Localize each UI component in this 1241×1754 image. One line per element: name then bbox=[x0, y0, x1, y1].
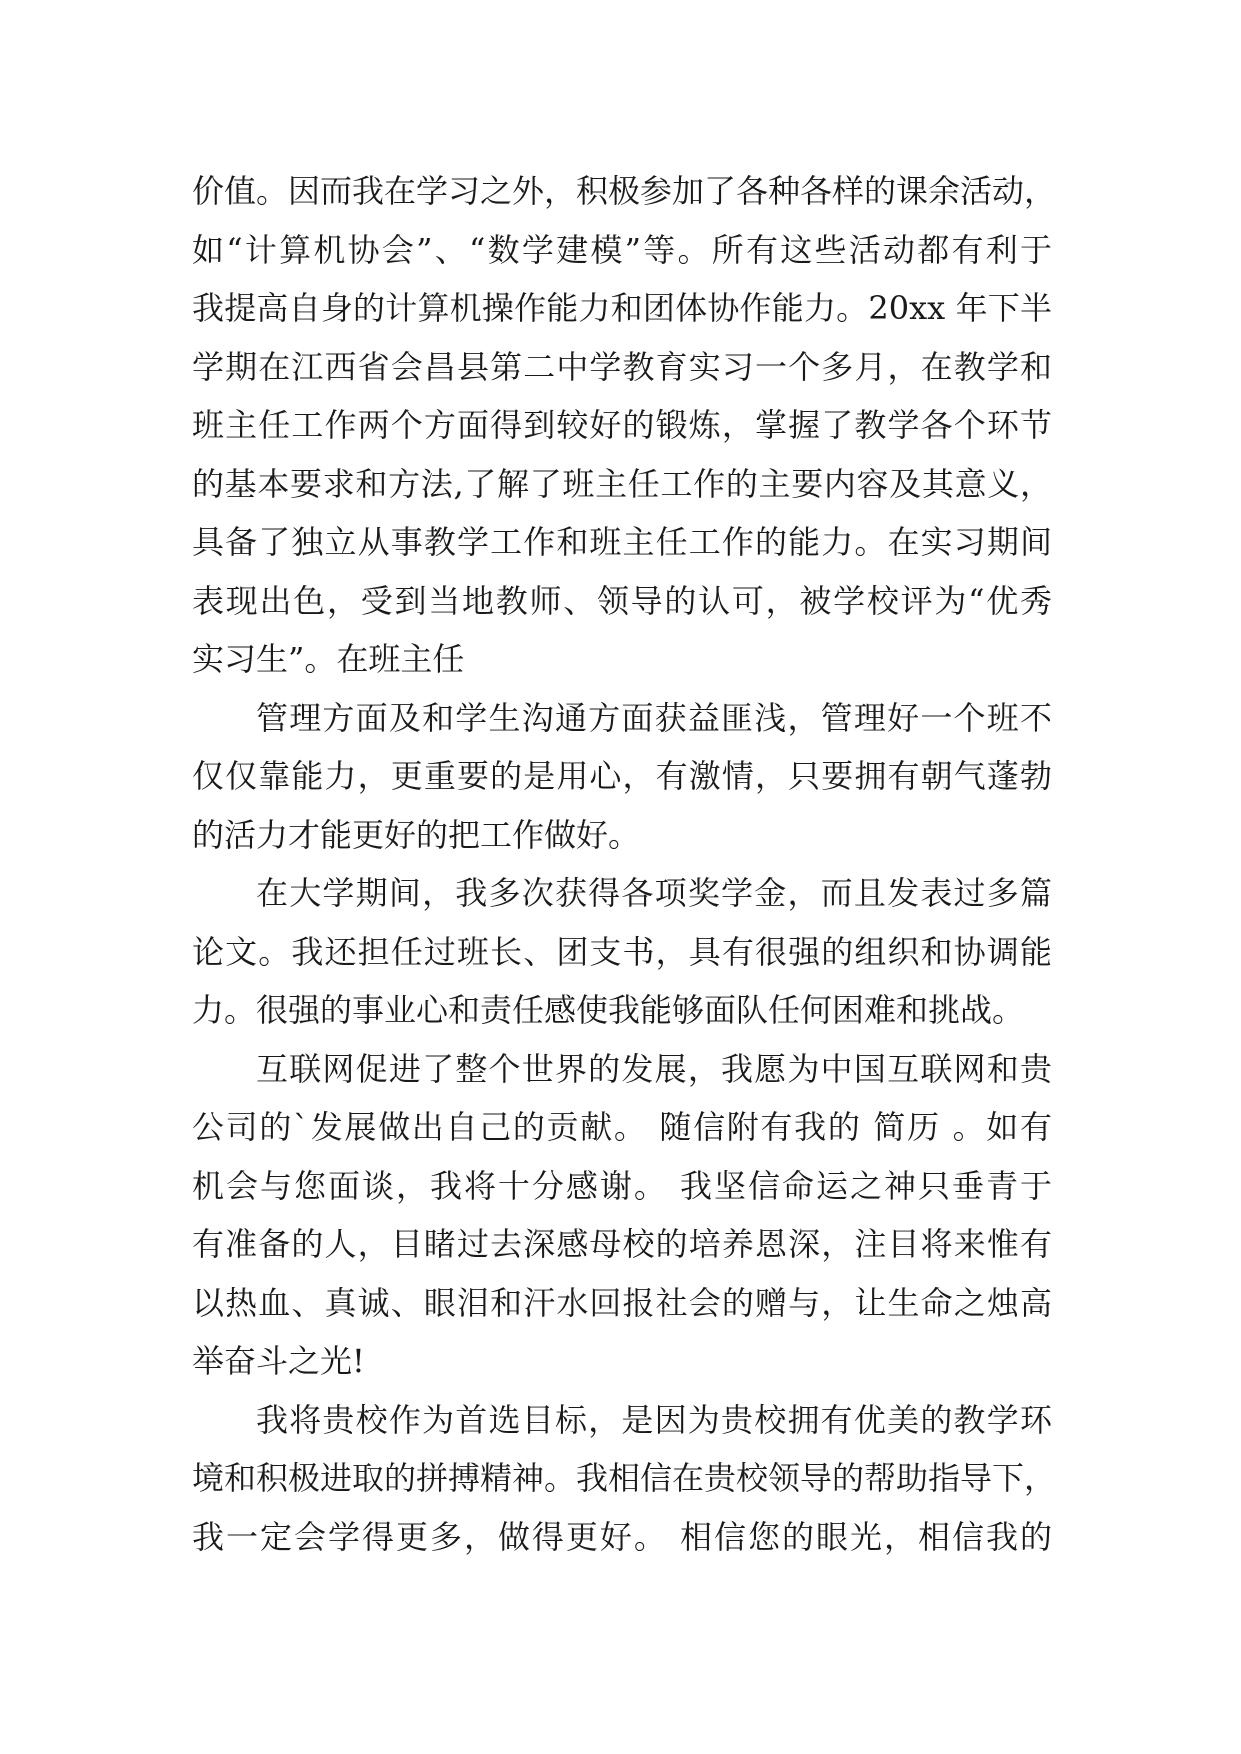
text-line: 具备了独立从事教学工作和班主任工作的能力。在实习期间 bbox=[192, 523, 1052, 561]
text-line: 举奋斗之光! bbox=[192, 1342, 365, 1380]
text-line: 我提高自身的计算机操作能力和团体协作能力。20xx 年下半 bbox=[192, 289, 1052, 327]
text-line: 我将贵校作为首选目标，是因为贵校拥有优美的教学环 bbox=[256, 1400, 1052, 1439]
text-line: 如“计算机协会”、“数学建模”等。所有这些活动都有利于 bbox=[192, 230, 1052, 269]
text-line: 公司的`发展做出自己的贡献。 随信附有我的 简历 。如有 bbox=[192, 1108, 1052, 1146]
text-line: 学期在江西省会昌县第二中学教育实习一个多月，在教学和 bbox=[192, 347, 1052, 386]
text-line: 的基本要求和方法,了解了班主任工作的主要内容及其意义， bbox=[192, 464, 1052, 503]
text-line: 我一定会学得更多，做得更好。 相信您的眼光，相信我的 bbox=[192, 1517, 1052, 1556]
text-line: 互联网促进了整个世界的发展，我愿为中国互联网和贵 bbox=[256, 1049, 1052, 1088]
text-line: 仅仅靠能力，更重要的是用心，有激情，只要拥有朝气蓬勃 bbox=[192, 757, 1052, 795]
text-line: 在大学期间，我多次获得各项奖学金，而且发表过多篇 bbox=[256, 874, 1052, 912]
text-line: 管理方面及和学生沟通方面获益匪浅，管理好一个班不 bbox=[256, 698, 1052, 737]
text-line: 有准备的人，目睹过去深感母校的培养恩深，注目将来惟有 bbox=[192, 1225, 1052, 1263]
text-line: 论文。我还担任过班长、团支书，具有很强的组织和协调能 bbox=[192, 932, 1052, 971]
text-line: 机会与您面谈，我将十分感谢。 我坚信命运之神只垂青于 bbox=[192, 1166, 1052, 1205]
text-line: 价值。因而我在学习之外，积极参加了各种各样的课余活动， bbox=[192, 172, 1057, 210]
text-line: 表现出色，受到当地教师、领导的认可，被学校评为“优秀 bbox=[192, 581, 1052, 620]
document-body bbox=[192, 162, 1057, 1566]
text-line: 的活力才能更好的把工作做好。 bbox=[192, 815, 641, 854]
text-line: 以热血、真诚、眼泪和汗水回报社会的赠与，让生命之烛高 bbox=[192, 1283, 1052, 1322]
text-line: 力。很强的事业心和责任感使我能够面队任何困难和挑战。 bbox=[192, 991, 1025, 1029]
text-line: 境和积极进取的拼搏精神。我相信在贵校领导的帮助指导下， bbox=[192, 1459, 1057, 1497]
text-line: 实习生”。在班主任 bbox=[192, 640, 465, 678]
text-line: 班主任工作两个方面得到较好的锻炼，掌握了教学各个环节 bbox=[192, 406, 1052, 444]
